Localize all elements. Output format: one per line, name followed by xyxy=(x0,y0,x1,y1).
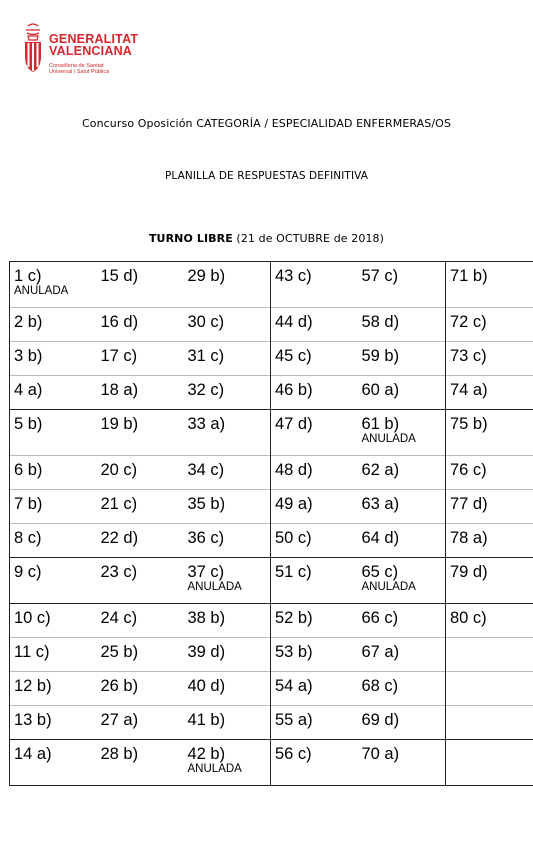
answer-cell xyxy=(97,638,184,672)
answer-cell xyxy=(184,604,271,638)
answer-text: 15 d) xyxy=(100,267,139,285)
answer-cell xyxy=(271,456,358,490)
logo-line-2: VALENCIANA xyxy=(49,44,133,58)
annulled-note: ANULADA xyxy=(187,581,242,593)
answer-text: 45 c) xyxy=(275,347,312,365)
table-row xyxy=(10,490,533,524)
annulled-note: ANULADA xyxy=(14,285,69,297)
annulled-note: ANULADA xyxy=(187,763,242,775)
answer-cell xyxy=(446,558,533,604)
answer-text: 32 c) xyxy=(187,381,225,399)
answer-text: 66 c) xyxy=(361,609,399,627)
answer-cell xyxy=(184,308,271,342)
table-row xyxy=(10,524,533,558)
answer-cell xyxy=(446,376,533,410)
answer-text: 2 b) xyxy=(14,313,43,331)
document-title: Concurso Oposición CATEGORÍA / ESPECIALIDAD ENFERMERAS/OS xyxy=(81,117,452,130)
answer-cell xyxy=(271,262,358,308)
answer-cell xyxy=(184,376,271,410)
answer-cell xyxy=(358,706,446,740)
answer-cell xyxy=(446,524,533,558)
answer-text: 8 c) xyxy=(14,529,42,547)
answer-cell xyxy=(97,410,184,456)
answer-cell xyxy=(358,308,446,342)
answer-cell xyxy=(184,262,271,308)
answer-cell xyxy=(10,376,97,410)
answer-cell xyxy=(271,638,358,672)
answer-cell xyxy=(10,558,97,604)
document-subtitle: PLANILLA DE RESPUESTAS DEFINITIVA xyxy=(164,170,369,182)
answer-text: 5 b) xyxy=(14,415,43,433)
answer-cell xyxy=(271,672,358,706)
answer-text: 49 a) xyxy=(275,495,313,513)
answer-text: 62 a) xyxy=(361,461,400,479)
answer-text: 77 d) xyxy=(450,495,488,513)
answer-cell xyxy=(10,706,97,740)
answer-cell xyxy=(446,672,533,706)
answer-text: 68 c) xyxy=(361,677,399,695)
answer-cell xyxy=(184,342,271,376)
answer-text: 44 d) xyxy=(275,313,313,331)
answer-cell xyxy=(10,524,97,558)
answer-text: 78 a) xyxy=(450,529,488,547)
answer-text: 69 d) xyxy=(361,711,400,729)
answer-text: 1 c) xyxy=(14,267,42,285)
answer-cell xyxy=(358,524,446,558)
answer-cell xyxy=(271,490,358,524)
answer-text: 24 c) xyxy=(100,609,138,627)
answer-cell xyxy=(184,740,271,786)
answer-text: 73 c) xyxy=(450,347,487,365)
answer-text: 41 b) xyxy=(187,711,226,729)
answer-text: 30 c) xyxy=(187,313,225,331)
answer-text: 43 c) xyxy=(275,267,312,285)
answer-cell xyxy=(184,706,271,740)
answer-text: 7 b) xyxy=(14,495,43,513)
answer-text: 36 c) xyxy=(187,529,225,547)
answer-text: 23 c) xyxy=(100,563,138,581)
answer-cell xyxy=(10,604,97,638)
answer-cell xyxy=(271,342,358,376)
answer-cell xyxy=(358,490,446,524)
answer-cell xyxy=(358,456,446,490)
turno-label: TURNO LIBRE xyxy=(148,232,233,245)
table-row xyxy=(10,558,533,604)
generalitat-logo xyxy=(22,22,152,82)
answer-cell xyxy=(184,558,271,604)
answer-cell xyxy=(358,376,446,410)
answer-text: 13 b) xyxy=(14,711,52,729)
answer-text: 16 d) xyxy=(100,313,139,331)
answer-cell xyxy=(446,604,533,638)
answer-text: 80 c) xyxy=(450,609,487,627)
answers-table xyxy=(9,261,533,786)
table-row xyxy=(10,342,533,376)
answer-cell xyxy=(446,638,533,672)
answer-text: 20 c) xyxy=(100,461,138,479)
annulled-note: ANULADA xyxy=(361,433,416,445)
answer-text: 6 b) xyxy=(14,461,43,479)
answer-text: 70 a) xyxy=(361,745,400,763)
answer-text: 40 d) xyxy=(187,677,226,695)
answer-cell xyxy=(10,740,97,786)
answer-text: 64 d) xyxy=(361,529,400,547)
answer-cell xyxy=(446,490,533,524)
table-row xyxy=(10,456,533,490)
answer-text: 9 c) xyxy=(14,563,42,581)
answer-cell xyxy=(97,262,184,308)
answer-cell xyxy=(10,638,97,672)
answer-text: 29 b) xyxy=(187,267,226,285)
table-row xyxy=(10,308,533,342)
answer-cell xyxy=(97,672,184,706)
answer-text: 28 b) xyxy=(100,745,139,763)
answer-text: 76 c) xyxy=(450,461,487,479)
answer-text: 38 b) xyxy=(187,609,226,627)
answer-text: 54 a) xyxy=(275,677,313,695)
turno-date: (21 de OCTUBRE de 2018) xyxy=(232,232,385,245)
answer-cell xyxy=(97,376,184,410)
answer-cell xyxy=(184,456,271,490)
answer-text: 53 b) xyxy=(275,643,313,661)
answer-cell xyxy=(358,740,446,786)
answer-text: 46 b) xyxy=(275,381,313,399)
answer-text: 50 c) xyxy=(275,529,312,547)
answer-cell xyxy=(97,456,184,490)
answer-text: 56 c) xyxy=(275,745,312,763)
answer-cell xyxy=(97,524,184,558)
answer-cell xyxy=(10,262,97,308)
table-row xyxy=(10,262,533,308)
answer-cell xyxy=(271,308,358,342)
answer-text: 14 a) xyxy=(14,745,52,763)
answer-text: 31 c) xyxy=(187,347,225,365)
answer-cell xyxy=(271,740,358,786)
answer-cell xyxy=(10,308,97,342)
answer-text: 55 a) xyxy=(275,711,313,729)
answer-text: 61 b) xyxy=(361,415,400,433)
answer-cell xyxy=(446,410,533,456)
answer-text: 57 c) xyxy=(361,267,399,285)
table-row xyxy=(10,638,533,672)
answer-cell xyxy=(97,604,184,638)
answer-cell xyxy=(97,558,184,604)
answer-text: 25 b) xyxy=(100,643,139,661)
logo-line-1: GENERALITAT xyxy=(49,32,139,46)
table-row xyxy=(10,672,533,706)
answer-cell xyxy=(10,342,97,376)
answer-text: 4 a) xyxy=(14,381,43,399)
answer-text: 10 c) xyxy=(14,609,51,627)
answer-cell xyxy=(10,490,97,524)
answer-text: 12 b) xyxy=(14,677,52,695)
answer-cell xyxy=(358,558,446,604)
logo-subtitle-1: Conselleria de Sanitat xyxy=(49,63,104,69)
answer-text: 79 d) xyxy=(450,563,488,581)
answer-cell xyxy=(358,342,446,376)
answer-text: 47 d) xyxy=(275,415,313,433)
answer-cell xyxy=(271,558,358,604)
answer-cell xyxy=(446,342,533,376)
answer-cell xyxy=(10,456,97,490)
answer-text: 22 d) xyxy=(100,529,139,547)
answer-text: 60 a) xyxy=(361,381,400,399)
answer-text: 11 c) xyxy=(14,643,50,661)
answer-cell xyxy=(271,706,358,740)
answer-cell xyxy=(184,638,271,672)
answer-cell xyxy=(446,456,533,490)
turno-heading xyxy=(0,232,533,245)
answer-text: 51 c) xyxy=(275,563,312,581)
answer-text: 39 d) xyxy=(187,643,226,661)
answer-text: 67 a) xyxy=(361,643,400,661)
table-row xyxy=(10,740,533,786)
answer-text: 3 b) xyxy=(14,347,43,365)
answer-text: 33 a) xyxy=(187,415,226,433)
answer-text: 52 b) xyxy=(275,609,313,627)
table-row xyxy=(10,376,533,410)
answer-text: 48 d) xyxy=(275,461,313,479)
answer-cell xyxy=(184,524,271,558)
answer-text: 63 a) xyxy=(361,495,400,513)
answer-text: 65 c) xyxy=(361,563,399,581)
answer-cell xyxy=(358,604,446,638)
answer-text: 21 c) xyxy=(100,495,138,513)
table-row xyxy=(10,604,533,638)
answer-cell xyxy=(184,490,271,524)
answer-cell xyxy=(358,672,446,706)
answer-cell xyxy=(446,706,533,740)
answer-cell xyxy=(184,410,271,456)
answer-cell xyxy=(184,672,271,706)
answers-body xyxy=(10,262,533,786)
answer-text: 26 b) xyxy=(100,677,139,695)
answer-text: 59 b) xyxy=(361,347,400,365)
answer-cell xyxy=(271,376,358,410)
answer-text: 27 a) xyxy=(100,711,139,729)
answer-text: 18 a) xyxy=(100,381,139,399)
answer-cell xyxy=(97,740,184,786)
answer-cell xyxy=(446,308,533,342)
answer-text: 74 a) xyxy=(450,381,488,399)
answer-text: 75 b) xyxy=(450,415,488,433)
answer-cell xyxy=(10,410,97,456)
answer-cell xyxy=(97,706,184,740)
answer-cell xyxy=(97,308,184,342)
coat-of-arms-icon xyxy=(22,22,44,74)
logo-subtitle-2: Universal i Salut Pública xyxy=(49,69,110,75)
answer-cell xyxy=(97,490,184,524)
answer-cell xyxy=(446,740,533,786)
answer-text: 58 d) xyxy=(361,313,400,331)
answer-cell xyxy=(271,524,358,558)
answer-cell xyxy=(271,410,358,456)
answer-text: 72 c) xyxy=(450,313,487,331)
answer-text: 71 b) xyxy=(450,267,488,285)
table-row xyxy=(10,706,533,740)
answer-cell xyxy=(358,638,446,672)
answer-cell xyxy=(358,410,446,456)
answer-text: 35 b) xyxy=(187,495,226,513)
table-row xyxy=(10,410,533,456)
annulled-note: ANULADA xyxy=(361,581,416,593)
answer-text: 37 c) xyxy=(187,563,225,581)
answer-cell xyxy=(271,604,358,638)
answer-text: 34 c) xyxy=(187,461,225,479)
answer-cell xyxy=(97,342,184,376)
answer-text: 19 b) xyxy=(100,415,139,433)
answer-cell xyxy=(10,672,97,706)
answer-text: 17 c) xyxy=(100,347,138,365)
answer-cell xyxy=(446,262,533,308)
answer-text: 42 b) xyxy=(187,745,226,763)
answer-cell xyxy=(358,262,446,308)
